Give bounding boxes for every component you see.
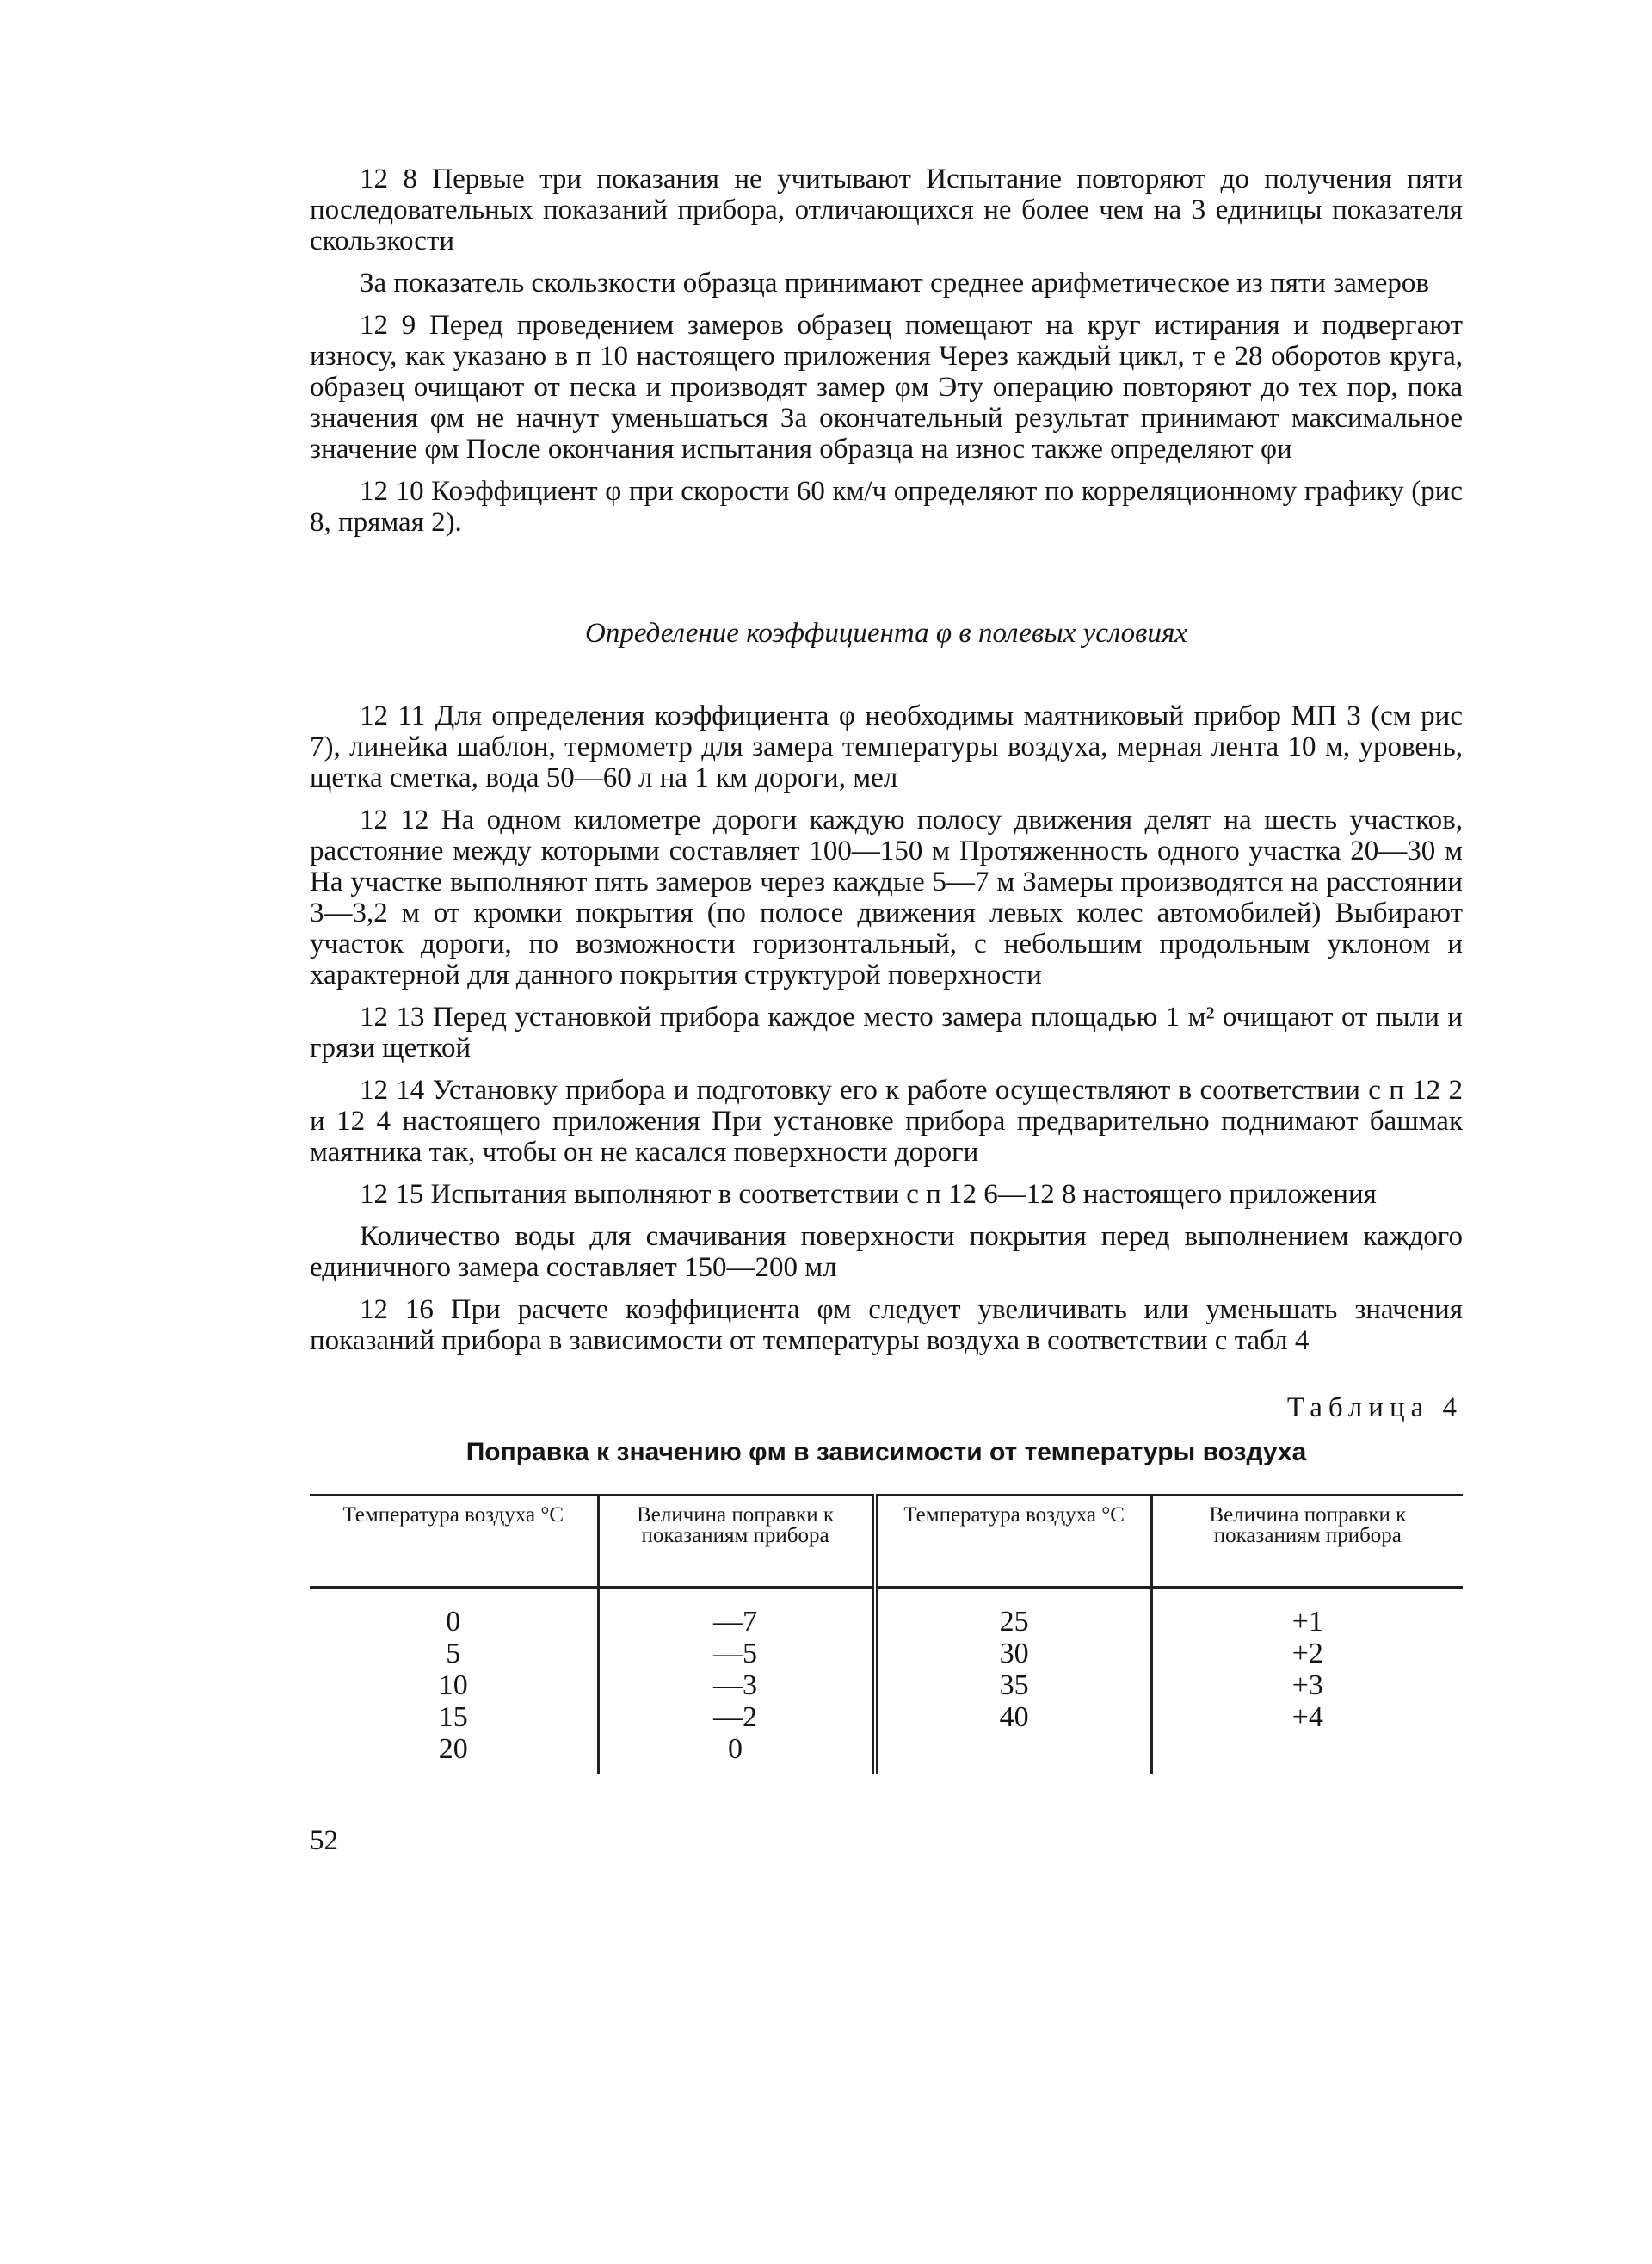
paragraph-12-16: 12 16 При расчете коэффициента φм следует увеличивать или уменьшать значения показаний прибора в зависимости от температуры воздуха в соответствии с табл 4 [310, 1294, 1463, 1356]
paragraph-12-14: 12 14 Установку прибора и подготовку его к работе осуществляют в соответствии с п 12 2 и 12 4 настоящего приложения При установке прибора предварительно поднимают башмак маятника так, чтобы он не касался поверхности дороги [310, 1075, 1463, 1168]
paragraph-12-13: 12 13 Перед установкой прибора каждое место замера площадью 1 м² очищают от пыли и грязи щеткой [310, 1002, 1463, 1064]
header-temperature-2: Температура воздуха °С [875, 1496, 1152, 1588]
table-caption: Поправка к значению φм в зависимости от температуры воздуха [465, 1438, 1307, 1466]
cell-temperatures-1: 0 5 10 15 20 [310, 1588, 598, 1774]
header-temperature-1: Температура воздуха °С [310, 1496, 598, 1588]
header-correction-2: Величина поправки к показаниям прибора [1151, 1496, 1463, 1588]
paragraph-12-11: 12 11 Для определения коэффициента φ необходимы маятниковый прибор МП 3 (см рис 7), линейка шаблон, термометр для замера температуры воздуха, мерная лента 10 м, уровень, щетка сметка, вода 50—60 л на 1 км дороги, мел [310, 700, 1463, 793]
cell-temperatures-2: 25 30 35 40 [875, 1588, 1152, 1774]
paragraph-water-quantity: Количество воды для смачивания поверхности покрытия перед выполнением каждого единичного замера составляет 150—200 мл [310, 1221, 1463, 1283]
paragraph-slipperiness-index: За показатель скользкости образца принимают среднее арифметическое из пяти замеров [360, 268, 1430, 299]
paragraph-12-8: 12 8 Первые три показания не учитывают Испытание повторяют до получения пяти последовательных показаний прибора, отличающихся не более чем на 3 единицы показателя скользкости [310, 163, 1463, 256]
cell-corrections-1: —7 —5 —3 —2 0 [598, 1588, 875, 1774]
header-correction-1: Величина поправки к показаниям прибора [598, 1496, 875, 1588]
paragraph-12-12: 12 12 На одном километре дороги каждую полосу движения делят на шесть участков, расстояние между которыми составляет 100—150 м Протяженность одного участка 20—30 м На участке выполняют пять замеров через каждые 5—7 м Замеры производятся на расстоянии 3—3,2 м от кромки покрытия (по полосе движения левых колес автомобилей) Выбирают участок дороги, по возможности горизонтальный, с небольшим продольным уклоном и характерной для данного покрытия структурой поверхности [310, 805, 1463, 990]
paragraph-12-9: 12 9 Перед проведением замеров образец помещают на круг истирания и подвергают износу, как указано в п 10 настоящего приложения Через каждый цикл, т е 28 оборотов круга, образец очищают от песка и производят замер φм Эту операцию повторяют до тех пор, пока значения φм не начнут уменьшаться За окончательный результат принимают максимальное значение φм После окончания испытания образца на износ также определяют φи [310, 310, 1463, 465]
document-page [310, 163, 1463, 1856]
table-row [310, 1588, 1463, 1774]
section-heading: Определение коэффициента φ в полевых условиях [584, 618, 1187, 649]
table-header-row [310, 1496, 1463, 1588]
paragraph-12-10: 12 10 Коэффициент φ при скорости 60 км/ч определяют по корреляционному графику (рис 8, прямая 2). [310, 476, 1463, 538]
cell-corrections-2: +1 +2 +3 +4 [1291, 1606, 1323, 1733]
correction-table [310, 1494, 1463, 1774]
table-number: Таблица 4 [1286, 1392, 1463, 1423]
page-number: 52 [310, 1825, 338, 1856]
paragraph-12-15: 12 15 Испытания выполняют в соответствии с п 12 6—12 8 настоящего приложения [360, 1179, 1377, 1210]
